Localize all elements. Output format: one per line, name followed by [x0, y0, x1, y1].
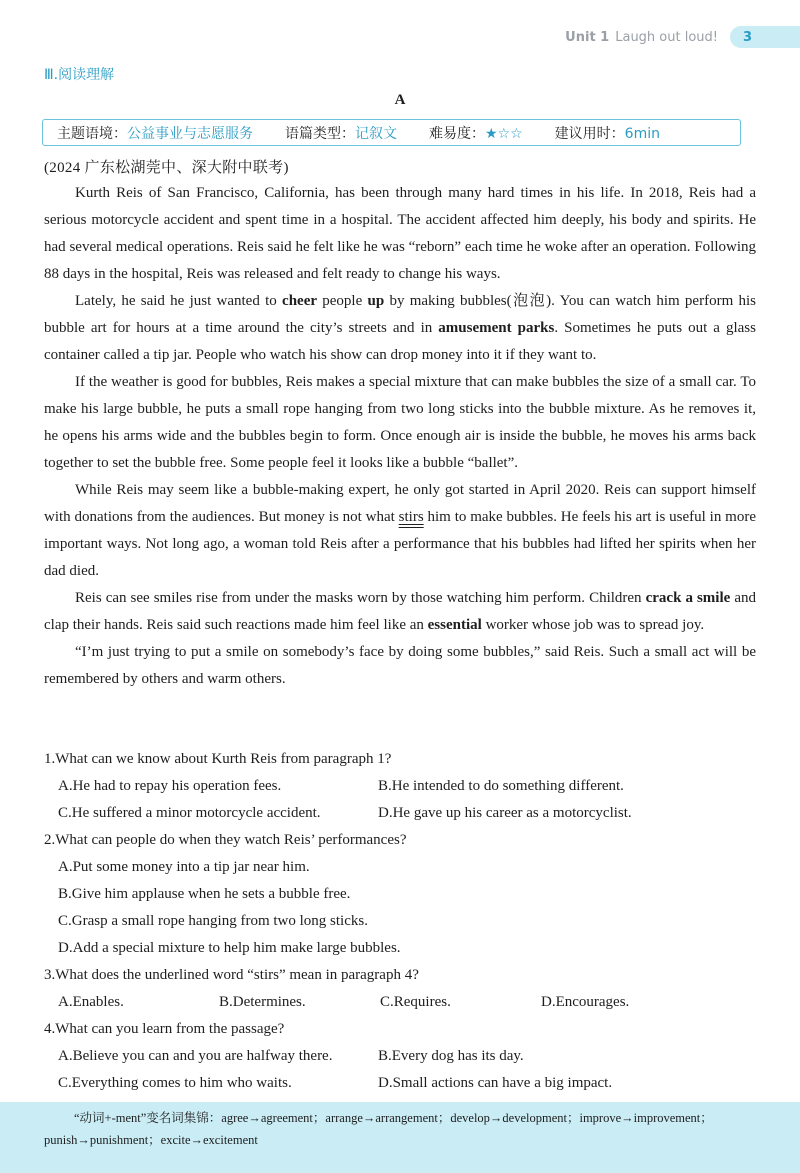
question-4-option-c[interactable]: C.Everything comes to him who waits. [58, 1075, 292, 1091]
section-title: Ⅲ.阅读理解 [44, 67, 115, 83]
question-4-option-b[interactable]: B.Every dog has its day. [378, 1048, 524, 1064]
bold-essential: essential [427, 617, 482, 633]
difficulty-info [429, 123, 523, 143]
question-2-stem: 2.What can people do when they watch Reis’ performances? [44, 832, 407, 848]
time-value: 6min [624, 125, 660, 142]
unit-title: Laugh out loud! [615, 29, 718, 45]
question-1-option-d[interactable]: D.He gave up his career as a motorcyclist. [378, 805, 632, 821]
question-3-option-c[interactable]: C.Requires. [380, 994, 451, 1010]
question-1-option-c[interactable]: C.He suffered a minor motorcycle accident. [58, 805, 321, 821]
difficulty-label: 难易度： [429, 125, 485, 142]
question-2-option-d[interactable]: D.Add a special mixture to help him make large bubbles. [58, 940, 401, 956]
question-2-option-c[interactable]: C.Grasp a small rope hanging from two long sticks. [58, 913, 368, 929]
paragraph-6: “I’m just trying to put a smile on somebody’s face by doing some bubbles,” said Reis. Such a small act will be remembered by others and warm others. [44, 644, 756, 687]
question-4-options-row-2 [44, 1070, 756, 1097]
theme-info [57, 123, 253, 143]
paragraph-1: Kurth Reis of San Francisco, California, has been through many hard times in his life. In 2018, Reis had a serious motorcycle accident and spent time in a hospital. The accident affected him deeply, his body and spirits. He had several medical operations. Reis said he felt like he was “reborn” each time he woke after an operation. Following 88 days in the hospital, Reis was released and felt ready to change his ways. [44, 185, 756, 282]
question-1-stem: 1.What can we know about Kurth Reis from paragraph 1? [44, 751, 392, 767]
question-4-stem: 4.What can you learn from the passage? [44, 1021, 285, 1037]
paragraph-4: While Reis may seem like a bubble-making expert, he only got started in April 2020. Reis can support himself with donations from the audiences. But money is not what stirs him to make bubbles. He feels his art is useful in more important ways. Not long ago, a woman told Reis after a performance that his bubbles had lifted her spirits when her dad died. [44, 482, 756, 579]
question-2-option-b[interactable]: B.Give him applause when he sets a bubble free. [58, 886, 351, 902]
paragraph-3: If the weather is good for bubbles, Reis makes a special mixture that can make bubbles the size of a small car. To make his large bubble, he puts a small rope hanging from two long sticks into the bubble mixture. As he removes it, he opens his arms wide and the bubbles begin to form. Once enough air is inside the bubble, he moves his arms back together to set the bubble free. Some people feel it looks like a bubble “ballet”. [44, 374, 756, 471]
tip-line-1: “动词+-ment”变名词集锦：agree→agreement；arrange→arrangement；develop→development；improve→improvement； [74, 1111, 713, 1125]
question-1-option-b[interactable]: B.He intended to do something different. [378, 778, 624, 794]
unit-number: Unit 1 [565, 29, 610, 45]
passage-body [44, 180, 756, 693]
question-3-option-b[interactable]: B.Determines. [219, 994, 306, 1010]
question-1-option-a[interactable]: A.He had to repay his operation fees. [58, 778, 282, 794]
paragraph-5: Reis can see smiles rise from under the masks worn by those watching him perform. Children crack a smile and clap their hands. Reis said such reactions made him feel like an essential worker whose job was to spread joy. [44, 590, 756, 633]
question-4-option-a[interactable]: A.Believe you can and you are halfway there. [58, 1048, 333, 1064]
question-4-option-d[interactable]: D.Small actions can have a big impact. [378, 1075, 613, 1091]
bold-amusement-parks: amusement parks [438, 320, 555, 336]
unit-header [565, 26, 800, 48]
tip-line-2: punish→punishment；excite→excitement [44, 1133, 258, 1147]
question-3-option-d[interactable]: D.Encourages. [541, 994, 630, 1010]
question-3-stem: 3.What does the underlined word “stirs” mean in paragraph 4? [44, 967, 419, 983]
underlined-stirs: stirs [398, 509, 424, 525]
difficulty-stars-icon: ★☆☆ [485, 125, 523, 142]
page-number-tab [730, 26, 800, 48]
passage-source: (2024 广东松湖莞中、深大附中联考) [44, 160, 289, 176]
bold-cheer: cheer [282, 293, 318, 309]
question-1-options-row-2 [44, 800, 756, 827]
genre-value: 记叙文 [355, 125, 397, 142]
question-2-option-a[interactable]: A.Put some money into a tip jar near him. [58, 859, 310, 875]
genre-info [285, 123, 397, 143]
theme-label: 主题语境： [57, 125, 127, 142]
time-info [555, 123, 660, 143]
question-3-option-a[interactable]: A.Enables. [58, 994, 124, 1010]
question-4-options-row-1 [44, 1043, 756, 1070]
genre-label: 语篇类型： [285, 125, 355, 142]
question-3-options-row [44, 989, 756, 1016]
vocabulary-tip-box [0, 1102, 800, 1173]
passage-info-bar [42, 119, 741, 146]
bold-up: up [367, 293, 385, 309]
time-label: 建议用时： [554, 125, 625, 142]
questions [44, 746, 756, 1097]
passage-letter: A [394, 92, 406, 108]
page-number: 3 [743, 29, 753, 45]
paragraph-2: Lately, he said he just wanted to cheer people up by making bubbles(泡泡). You can watch him perform his bubble art for hours at a time around the city’s streets and in amusement parks. Sometimes he puts out a glass container called a tip jar. People who watch his show can drop money into it if they want to. [44, 293, 756, 363]
theme-value: 公益事业与志愿服务 [127, 125, 253, 142]
question-1-options-row-1 [44, 773, 756, 800]
bold-crack-a-smile: crack a smile [645, 590, 731, 606]
